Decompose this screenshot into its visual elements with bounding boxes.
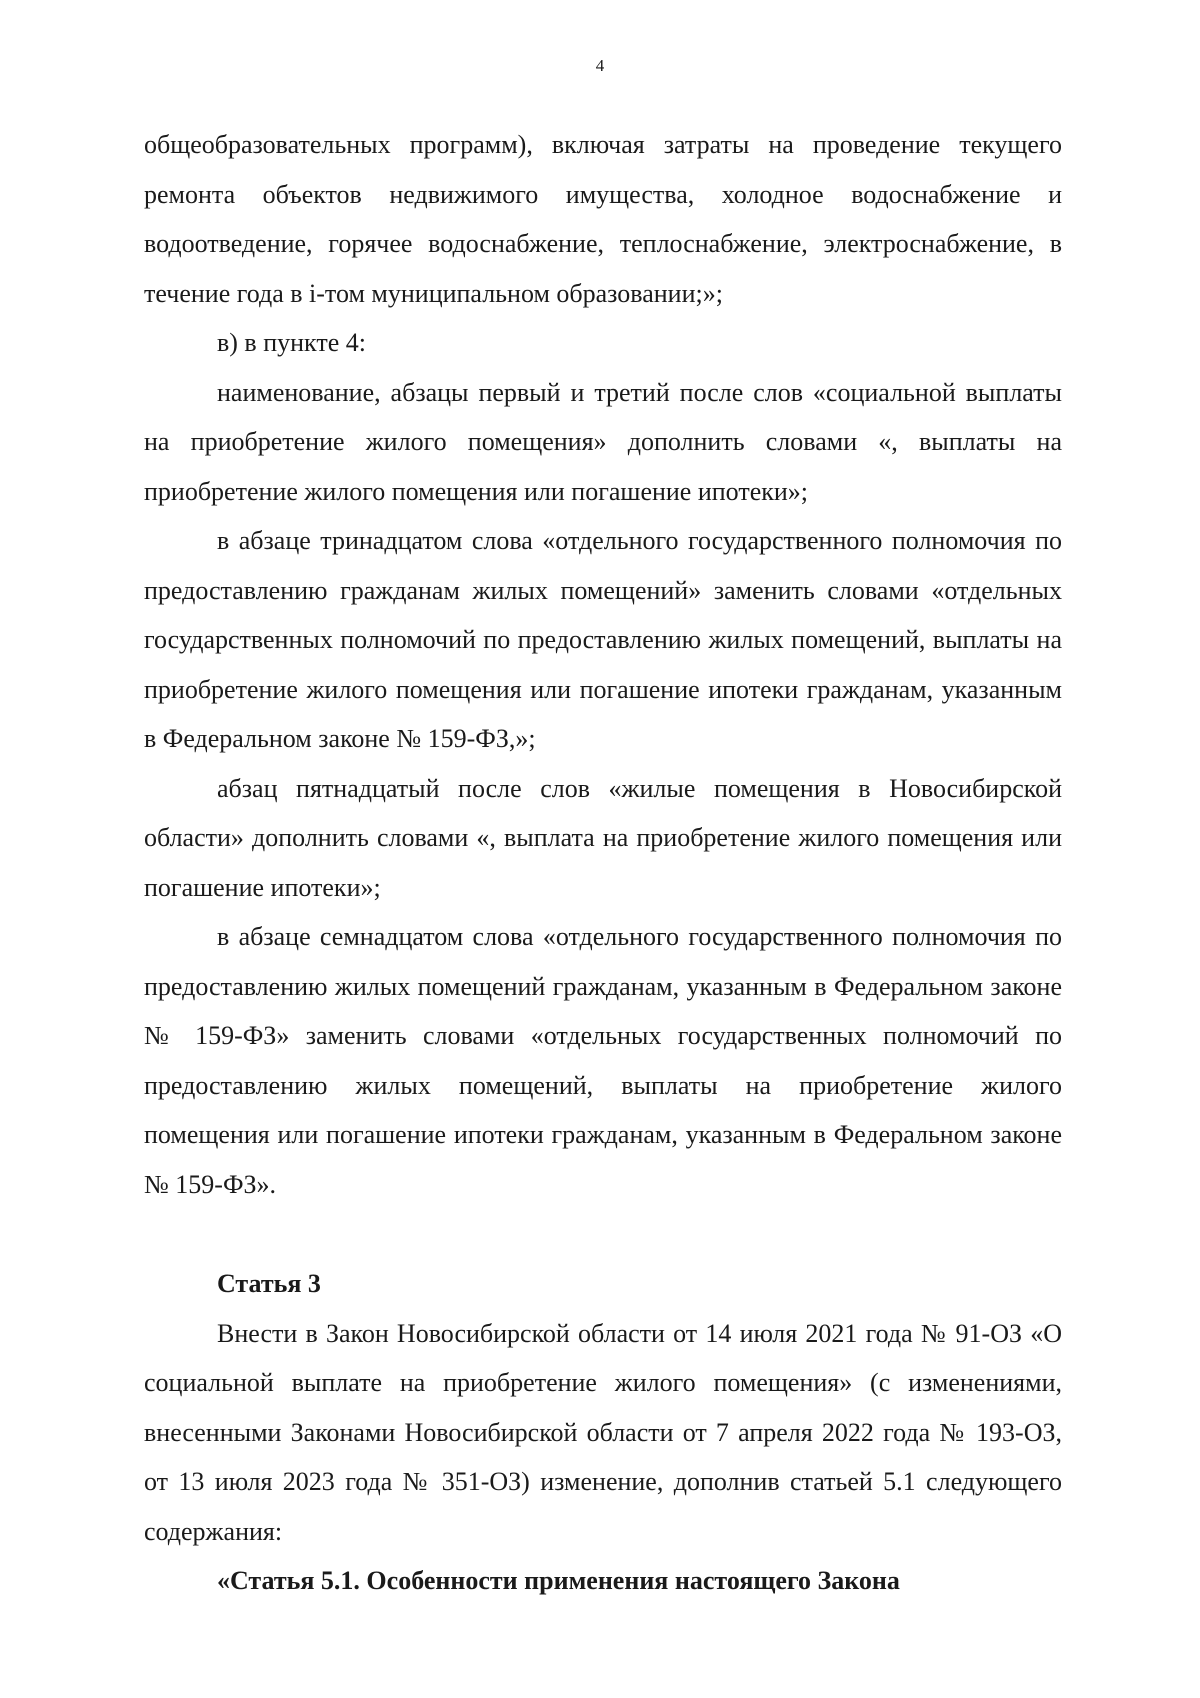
- paragraph-naming-amendment: наименование, абзацы первый и третий после слов «социальной выплаты на приобретение жилого помещения» дополнить словами «, выплаты на приобретение жилого помещения или погашение ипотеки»;: [144, 377, 1062, 506]
- article-3-heading: Статья 3: [217, 1269, 321, 1298]
- page-number: 4: [595, 56, 605, 75]
- paragraph-thirteenth-amendment: в абзаце тринадцатом слова «отдельного государственного полномочия по предоставлению гражданам жилых помещений» заменить словами «отдельных государственных полномочий по предоставлению жилых помещений, выплаты на приобретение жилого помещения или погашение ипотеки гражданам, указанным в Федеральном законе № 159-ФЗ,»;: [144, 526, 1062, 753]
- paragraph-seventeenth-amendment: в абзаце семнадцатом слова «отдельного государственного полномочия по предоставлению жилых помещений гражданам, указанным в Федеральном законе № 159-ФЗ» заменить словами «отдельных государственных полномочий по предоставлению жилых помещений, выплаты на приобретение жилого помещения или погашение ипотеки гражданам, указанным в Федеральном законе № 159-ФЗ».: [144, 922, 1062, 1199]
- document-body: [144, 120, 1062, 1606]
- paragraph-continuation: общеобразовательных программ), включая затраты на проведение текущего ремонта объектов недвижимого имущества, холодное водоснабжение и водоотведение, горячее водоснабжение, теплоснабжение, электроснабжение, в течение года в i-том муниципальном образовании;»;: [144, 130, 1062, 308]
- paragraph-fifteenth-amendment: абзац пятнадцатый после слов «жилые помещения в Новосибирской области» дополнить словами «, выплата на приобретение жилого помещения или погашение ипотеки»;: [144, 773, 1062, 902]
- article-3-text: Внести в Закон Новосибирской области от 14 июля 2021 года № 91-ОЗ «О социальной выплате на приобретение жилого помещения» (с изменениями, внесенными Законами Новосибирской области от 7 апреля 2022 года № 193-ОЗ, от 13 июля 2023 года № 351-ОЗ) изменение, дополнив статьей 5.1 следующего содержания:: [144, 1318, 1062, 1546]
- section-spacer: [144, 1209, 1062, 1259]
- paragraph-point-4: в) в пункте 4:: [217, 328, 366, 357]
- article-5-1-heading: «Статья 5.1. Особенности применения настоящего Закона: [217, 1566, 900, 1595]
